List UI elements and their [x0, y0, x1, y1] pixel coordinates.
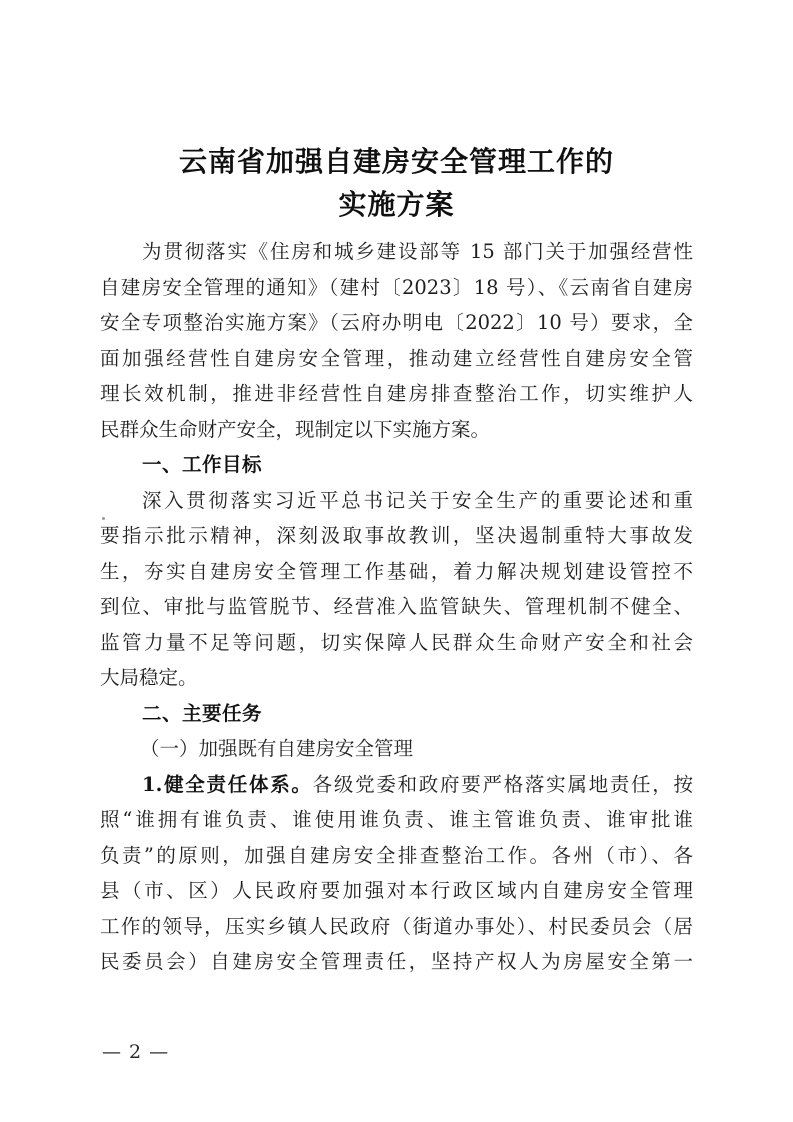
text-line: 自建房安全管理的通知》（建村〔2023〕18 号）、《云南省自建房 — [100, 275, 693, 299]
text-line: 工作的领导，压实乡镇人民政府（街道办事处）、村民委员会（居 — [100, 914, 693, 938]
text-line: 大局稳定。 — [100, 666, 198, 689]
text-line: 为贯彻落实《住房和城乡建设部等 15 部门关于加强经营性 — [142, 240, 693, 263]
section-heading: 二、主要任务 — [142, 701, 263, 725]
text-line: 生，夯实自建房安全管理工作基础，着力解决规划建设管控不 — [100, 559, 693, 583]
text-line: 监管力量不足等问题，切实保障人民群众生命财产安全和社会 — [100, 630, 693, 654]
text-line: 理长效机制，推进非经营性自建房排查整治工作，切实维护人 — [100, 382, 693, 405]
section-heading: 一、工作目标 — [142, 453, 263, 476]
text-line: 到位、审批与监管脱节、经营准入监管缺失、管理机制不健全、 — [100, 595, 693, 618]
text-line: 深入贯彻落实习近平总书记关于安全生产的重要论述和重 — [142, 488, 693, 512]
document-body — [100, 234, 693, 980]
text-line: 民委员会）自建房安全管理责任，坚持产权人为房屋安全第一 — [100, 950, 693, 973]
text-line: 负责”的原则，加强自建房安全排查整治工作。各州（市）、各 — [100, 843, 693, 867]
text-line: 县（市、区）人民政府要加强对本行政区域内自建房安全管理 — [100, 879, 693, 902]
document-title-line-1: 云南省加强自建房安全管理工作的 — [178, 145, 614, 178]
document-title-line-2: 实施方案 — [338, 188, 455, 221]
page-number: — 2 — — [102, 1041, 170, 1063]
text-line: 面加强经营性自建房安全管理，推动建立经营性自建房安全管 — [100, 346, 693, 370]
text-line: 要指示批示精神，深刻汲取事故教训，坚决遏制重特大事故发 — [100, 524, 693, 547]
document-content — [100, 140, 693, 980]
text-line: 照“谁拥有谁负责、谁使用谁负责、谁主管谁负责、谁审批谁 — [100, 808, 693, 831]
sub-section-heading: （一）加强既有自建房安全管理 — [140, 737, 414, 760]
text-line: 民群众生命财产安全，现制定以下实施方案。 — [100, 417, 491, 441]
bold-lead: 1.健全责任体系。 — [142, 772, 313, 796]
text-line: 1.健全责任体系。各级党委和政府要严格落实属地责任，按 — [142, 772, 693, 796]
scan-speck — [102, 517, 105, 520]
text-line: 安全专项整治实施方案》（云府办明电〔2022〕10 号）要求，全 — [100, 311, 693, 334]
